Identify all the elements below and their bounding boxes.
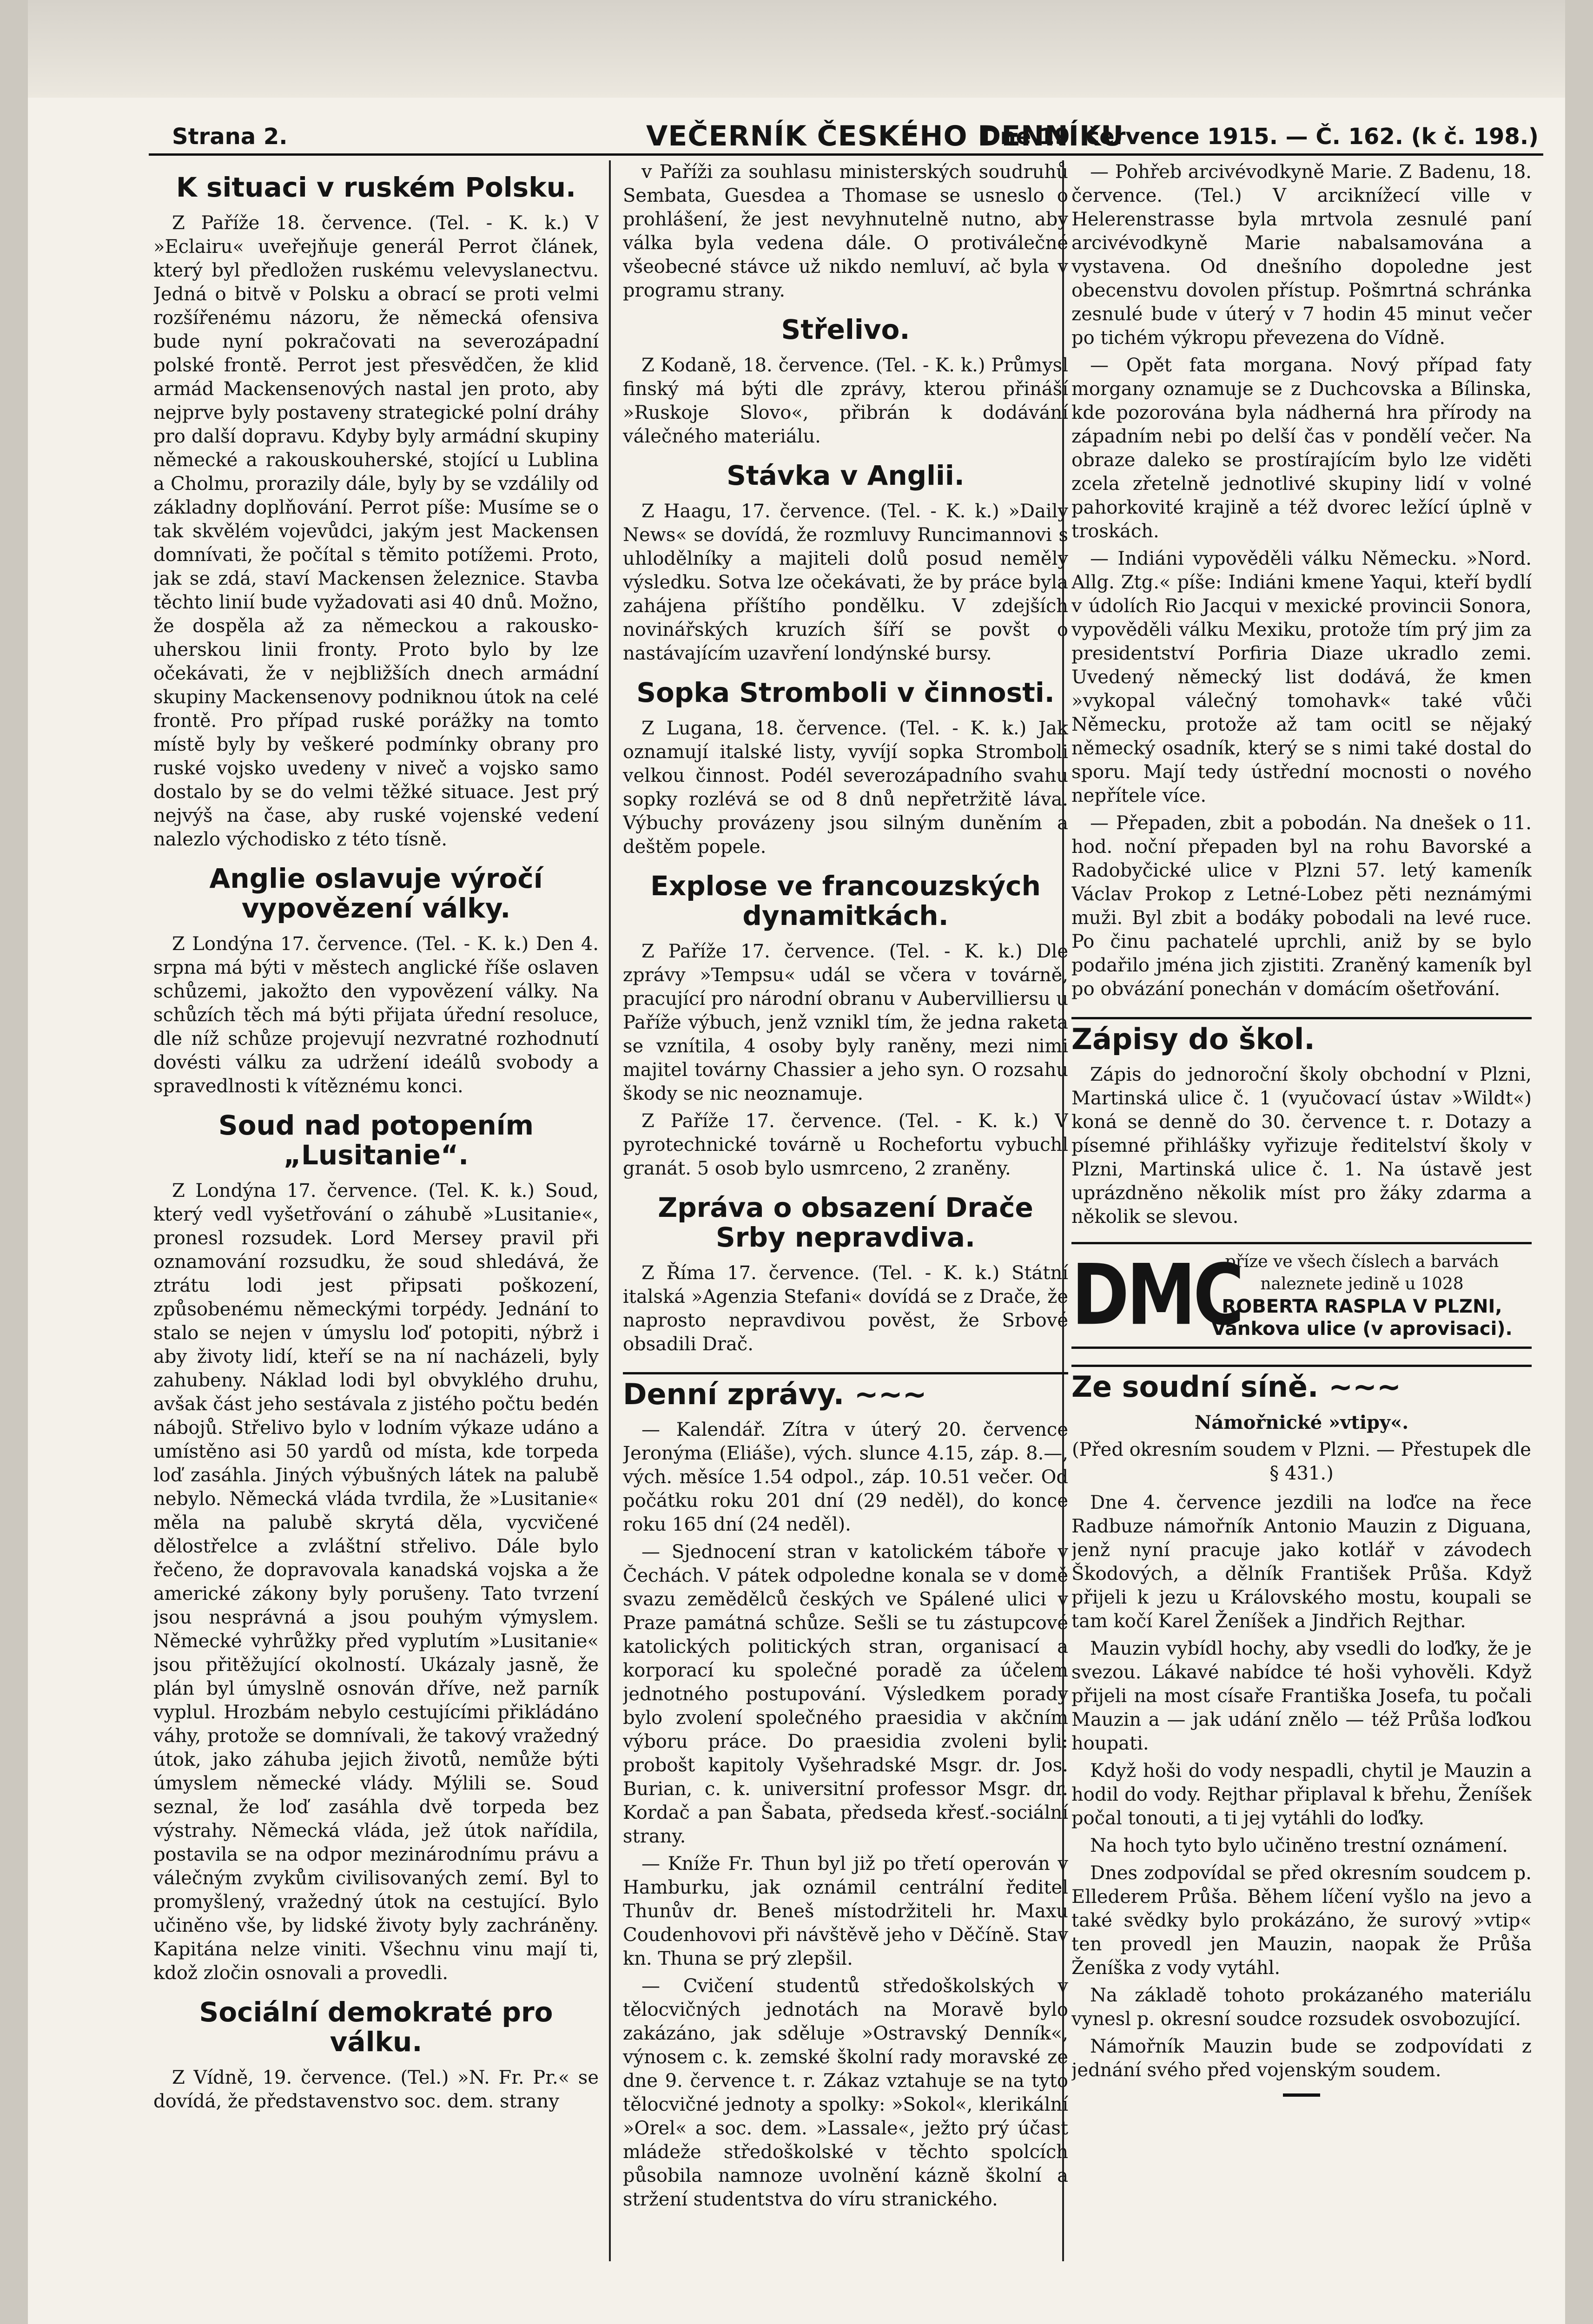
article-title: Sopka Stromboli v činnosti. (636, 677, 1055, 708)
column-3-news (1071, 160, 1532, 1001)
daily-news-section (623, 1372, 1068, 2212)
article (153, 172, 599, 852)
issue-date: Dne 19. července 1915. — Č. 162. (k č. 198.) (981, 124, 1539, 150)
paragraph: Z Paříže 17. července. (Tel. - K. k.) Dle zprávy »Tempsu« udál se včera v továrně, pracující pro národní obranu v Aubervilliersu u Paříže výbuch, jenž vznikl tím, že jedna raketa se vznítila, 4 osoby byly raněny, mezi nimi majitel továrny Chassier a jeho syn. O rozsahu škody se nic neoznamuje. (623, 941, 1068, 1104)
article-title: Sociální demokraté pro válku. (199, 1996, 553, 2058)
article (623, 160, 1068, 303)
paragraph: Z Paříže 17. července. (Tel. - K. k.) V pyrotechnické továrně u Rochefortu vybuchl granát. 5 osob bylo usmrceno, 2 zraněny. (623, 1110, 1068, 1179)
ad-line-2: naleznete jedině u 1028 (1260, 1274, 1464, 1294)
ad-line-4: Vankova ulice (v aprovisaci). (1211, 1318, 1513, 1340)
paragraph: Námořník Mauzin bude se zodpovídati z jednání svého před vojenským soudem. (1071, 2036, 1532, 2081)
paragraph: Z Paříže 18. července. (Tel. - K. k.) V »Eclairu« uveřejňuje generál Perrot článek, který byl předložen ruskému velevyslanectvu. Jedná o bitvě v Polsku a obrací se proti velmi rozšířenému názoru, že německá ofensiva bude nyní pokračovati na severozápadní polské frontě. Perrot jest přesvědčen, že klid armád Mackensenových nastal jen proto, aby nejprve byly postaveny strategické polní dráhy pro další dopravu. Kdyby byly armádní skupiny německé a rakouskouherské, stojící u Lublina a Cholmu, prorazily dále, byly by se vzdálily od základny doplňování. Perrot píše: Musíme se o tak skvělém vojevůdci, jakým jest Mackensen domnívati, že počítal s těmito potížemi. Proto, jak se zdá, staví Mackensen železnice. Stavba těchto linií bude vyžadovati asi 40 dnů. Možno, že dospěla až za německou a rakousko-uherskou linii fronty. Proto bylo by lze očekávati, že v nejbližších dnech armádní skupiny Mackensenovy podniknou útok na celé frontě. Pro případ ruské porážky na tomto místě byly by veškeré podmínky obrany pro ruské vojsko uvedeny v niveč a vojsko samo dostalo by se do velmi těžké situace. Jest prý nejvýš na čase, aby ruské vojenské vedení nalezlo východisko z této tísně. (153, 212, 599, 850)
dmc-logo: DMC (1071, 1247, 1242, 1344)
paragraph: — Opět fata morgana. Nový případ faty morgany oznamuje se z Duchcovska a Bílinska, kde pozorována byla nádherná hra přírody na západním nebi po delší čas v pondělí večer. Na obraze daleko se prostírajícím bylo lze viděti zcela zřetelně jednotlivé skupiny lidí v volné pahorkovité krajině a též dvorec ležící úplně v troskách. (1071, 355, 1532, 542)
newspaper-title: VEČERNÍK ČESKÉHO DENNÍKU (646, 120, 1124, 152)
scan-margin-left (0, 0, 28, 2324)
article (623, 678, 1068, 859)
paragraph: — Kalendář. Zítra v úterý 20. července Jeronýma (Eliáše), vých. slunce 4.15, záp. 8.—, vých. měsíce 1.54 odpol., záp. 10.51 večer. Od počátku roku 201 dní (29 neděl), do konce roku 165 dní (24 neděl). (623, 1419, 1068, 1535)
scan-margin-top (0, 0, 1593, 98)
paragraph: — Sjednocení stran v katolickém táboře v Čechách. V pátek odpoledne konala se v domě svazu zemědělců českých ve Spálené ulici v Praze památná schůze. Sešli se tu zástupcové katolických politických stran, organisací a korporací ku společné poradě za účelem jednotného postupování. Výsledkem porady bylo zvolení společného praesidia v akčním výboru práce. Do praesidia zvoleni byli: probošt kapitoly Vyšehradské Msgr. dr. Jos. Burian, c. k. universitní professor Msgr. dr. Kordač a pan Šabata, předseda křesť.-sociální strany. (623, 1541, 1068, 1847)
school-enrollment-heading: Zápisy do škol. (1071, 1017, 1532, 1056)
article (153, 1997, 599, 2113)
article-title: K situaci v ruském Polsku. (176, 172, 576, 203)
ad-line-3: ROBERTA RASPLA V PLZNI, (1222, 1296, 1502, 1317)
paragraph: — Kníže Fr. Thun byl již po třetí operován v Hamburku, jak oznámil centrální ředitel Thunův dr. Beneš místodržiteli hr. Maxu Coudenhovovi při návštěvě jeho v Děčíně. Stav kn. Thuna se prý zlepšil. (623, 1853, 1068, 1969)
daily-news-heading: Denní zprávy. ~~~ (623, 1372, 1068, 1411)
column-1 (153, 160, 599, 2312)
ad-line-1: příze ve všech číslech a barvách (1225, 1252, 1499, 1271)
paragraph: Dnes zodpovídal se před okresním soudcem p. Ellederem Průša. Během líčení vyšlo na jevo a také svědky bylo prokázáno, že surový »vtip« ten provedl jen Mauzin, naopak že Průša Ženíška z vody vytáhl. (1071, 1862, 1532, 1979)
paragraph: Na hoch tyto bylo učiněno trestní oznámení. (1090, 1835, 1508, 1856)
article-title: Anglie oslavuje výročí vypovězení války. (209, 863, 543, 924)
paragraph: Z Londýna 17. července. (Tel. K. k.) Soud, který vedl vyšetřování o záhubě »Lusitanie«, pronesl rozsudek. Lord Mersey pravil při oznamování rozsudku, že soud shledává, že ztrátu lodi jest připsati poškození, způsobenému německými torpédy. Jednání to stalo se nejen v úmyslu loď potopiti, nýbrž i aby životy lidí, kteří se na ní nacházeli, byly zahubeny. Náklad lodi byl obvyklého druhu, avšak část jeho sestávala z jistého počtu bedén nábojů. Střelivo bylo v lodním výkaze udáno a umístěno asi 50 yardů od místa, kde torpeda loď zasáhla. Jiných výbušných látek na palubě nebylo. Německá vláda tvrdila, že »Lusitanie« měla na palubě skrytá děla, vycvičené dělostřelce a zvláštní střelivo. Dále bylo řečeno, že dopravovala kanadská vojska a že americké zákony byly porušeny. Tato tvrzení jsou nesprávná a jsou pouhým výmyslem. Německé vyhrůžky před vyplutím »Lusitanie« jsou přitěžující okolností. Ukázaly jasně, že plán byl úmyslně osnován dříve, než parník vyplul. Hrozbám nebylo cestujícími přikládáno váhy, protože se domnívali, že takový vražedný útok, jako záhuba jejich životů, nemůže býti úmyslem německé vlády. Mýlili se. Soud seznal, že loď zasáhla dvě torpeda bez výstrahy. Německá vláda, jež útok nařídila, postavila se na odpor mezinárodnímu právu a válečným zvykům civilisovaných zemí. Byl to promyšlený, vražedný útok na cestující. Bylo učiněno vše, by lidské životy byly zachráněny. Kapitána nelze viniti. Všechnu vinu mají ti, kdož zločin osnovali a provedli. (153, 1180, 599, 1984)
daily-news-paragraphs (623, 1418, 1068, 2212)
article (623, 315, 1068, 449)
end-rule (1283, 2093, 1320, 2097)
paragraph: v Paříži za souhlasu ministerských soudruhů Sembata, Guesdea a Thomase se usneslo o prohlášení, že jest nevyhnutelně nutno, aby válka byla vedena dále. O protiválečné všeobecné stávce už nikdo nemluví, ač byla v programu strany. (623, 161, 1068, 301)
article (623, 461, 1068, 666)
paragraph: Na základě tohoto prokázaného materiálu vynesl p. okresní soudce rozsudek osvobozující. (1071, 1985, 1532, 2030)
paragraph: Z Haagu, 17. července. (Tel. - K. k.) »Daily News« se dovídá, že rozmluvy Runcimannovi s uhlodělníky a majiteli dolů posud neměly výsledku. Sotva lze očekávati, že by práce byla zahájena příštího pondělku. V zdejších novinářských kruzích šíří se povšt o nastávajícím uzavření londýnské bursy. (623, 501, 1068, 664)
paragraph: — Pohřeb arcivévodkyně Marie. Z Badenu, 18. července. (Tel.) V arciknížecí ville v Helerenstrasse byla mrtvola zesnulé paní arcivévodkyně Marie nabalsamována a vystavena. Od dnešního dopoledne jest obecenstvu dovolen přístup. Pošmrtná schránka zesnulé bude v úterý v 7 hodin 45 minut večer po tichém výkropu převezena do Vídně. (1071, 161, 1532, 349)
article-title: Zpráva o obsazení Drače Srby nepravdiva. (658, 1192, 1033, 1253)
court-subline: (Před okresním soudem v Plzni. — Přestupek dle § 431.) (1072, 1439, 1531, 1484)
ad-text (1192, 1251, 1532, 1340)
column-2-articles (623, 160, 1068, 1356)
dmc-advertisement (1071, 1242, 1532, 1349)
paragraph: Z Kodaně, 18. července. (Tel. - K. k.) Průmysl finský má býti dle zprávy, kterou přináší »Ruskoje Slovo«, přibrán k dodávání válečného materiálu. (623, 355, 1068, 447)
article (153, 1110, 599, 1985)
scan-margin-right (1565, 0, 1593, 2324)
paragraph: Mauzin vybídl hochy, aby vsedli do loďky, že je svezou. Lákavé nabídce té hoši vyhověli. Když přijeli na most císaře Františka Josefa, tu počali Mauzin a — jak udání znělo — též Průša loďkou houpati. (1071, 1638, 1532, 1754)
paragraph: Z Vídně, 19. července. (Tel.) »N. Fr. Pr.« se dovídá, že představenstvo soc. dem. strany (153, 2067, 599, 2112)
school-enrollment-text: Zápis do jednoroční školy obchodní v Plzni, Martinská ulice č. 1 (vyučovací ústav »Wildt«) koná se denně do 30. července t. r. Dotazy a písemné přihlášky vyřizuje ředitelství školy v Plzni, Martinská ulice č. 1. Na ústavě jest uprázdněno několik míst pro žáky zdarma a několik se slevou. (1071, 1064, 1532, 1228)
court-section (1071, 1365, 1532, 2097)
article (623, 871, 1068, 1181)
column-divider (609, 160, 611, 2261)
article-title: Stávka v Anglii. (727, 460, 965, 491)
school-enrollment (1071, 1017, 1532, 1229)
article-title: Soud nad potopením „Lusitanie“. (218, 1109, 534, 1171)
paragraph: — Cvičení studentů středoškolských v tělocvičných jednotách na Moravě bylo zakázáno, jak sděluje »Ostravský Denník«, výnosem c. k. zemské školní rady moravské ze dne 9. července t. r. Zákaz vztahuje se na tyto tělocvičné jednoty a spolky: »Sokol«, klerikální »Orel« a soc. dem. »Lassale«, ježto prý účast mládeže středoškolské v těchto spolcích působila namnoze uvolnění kázně školní a stržení studentstva do víru stranického. (623, 1975, 1068, 2210)
paragraph: Z Říma 17. července. (Tel. - K. k.) Státní italská »Agenzia Stefani« dovídá se z Drače, že naprosto nepravdivou pověst, že Srbové obsadili Drač. (623, 1262, 1068, 1355)
paragraph: — Přepaden, zbit a pobodán. Na dnešek o 11. hod. noční přepaden byl na rohu Bavorské a Radobyčické ulice v Plzni 57. letý kameník Václav Prokop z Letné-Lobez pěti neznámými muži. Byl zbit a bodáky pobodali na levé ruce. Po činu pachatelé uprchli, aniž by se bylo podařilo jména jich zjistiti. Zraněný kameník byl po obvázání ponechán v domácím ošetřování. (1071, 812, 1532, 1000)
paragraph: — Indiáni vypověděli válku Německu. »Nord. Allg. Ztg.« píše: Indiáni kmene Yaqui, kteří bydlí v údolích Rio Jacqui v mexické provincii Sonora, vypověděli válku Mexiku, protože tím prý jim za presidentství Porfiria Diaze ukradlo zemi. Uvedený německý list dodává, že kmen »vykopal válečný tomohavk« také vůči Německu, protože až tam ocitl se nějaký německý osadník, který se s nimi také dostal do sporu. Mají tedy ústřední mocnosti o nového nepřítele více. (1071, 548, 1532, 806)
article-title: Střelivo. (781, 314, 910, 345)
article (623, 1193, 1068, 1356)
court-paragraphs (1071, 1491, 1532, 2082)
ad-number: 1028 (1421, 1274, 1464, 1294)
column-2 (623, 160, 1068, 2312)
column-3 (1071, 160, 1532, 2312)
header-rule (149, 153, 1543, 156)
article (153, 864, 599, 1098)
paragraph: Z Lugana, 18. července. (Tel. - K. k.) Jak oznamují italské listy, vyvíjí sopka Stromboli velkou činnost. Podél severozápadního svahu sopky rozlévá se od 8 dnů nepřetržitě láva. Výbuchy provázeny jsou silným duněním a deštěm popele. (623, 718, 1068, 858)
page-number: Strana 2. (172, 124, 288, 150)
court-heading: Ze soudní síně. ~~~ (1071, 1365, 1532, 1403)
paragraph: Z Londýna 17. července. (Tel. - K. k.) Den 4. srpna má býti v městech anglické říše oslaven schůzemi, jakožto den vypovězení války. Na schůzích těch má býti přijata úřední resoluce, dle níž schůze projevují nezvratné rozhodnutí dovésti válku za udržení ideálů svobody a spravedlnosti k vítěznému konci. (153, 933, 599, 1097)
article-title: Explose ve francouzských dynamitkách. (650, 870, 1041, 931)
paragraph: Když hoši do vody nespadli, chytil je Mauzin a hodil do vody. Rejthar připlaval k břehu, Ženíšek počal tonouti, a ti jej vytáhli do loďky. (1071, 1760, 1532, 1829)
masthead (172, 115, 1539, 157)
paragraph: Dne 4. července jezdili na loďce na řece Radbuze námořník Antonio Mauzin z Diguana, jenž nyní pracuje jako kotlář v závodech Škodových, a dělník František Průša. Když přijeli k jezu u Královského mostu, koupali se tam kočí Karel Ženíšek a Jindřich Rejthar. (1071, 1492, 1532, 1632)
court-subtitle: Námořnické »vtipy«. (1194, 1412, 1409, 1433)
